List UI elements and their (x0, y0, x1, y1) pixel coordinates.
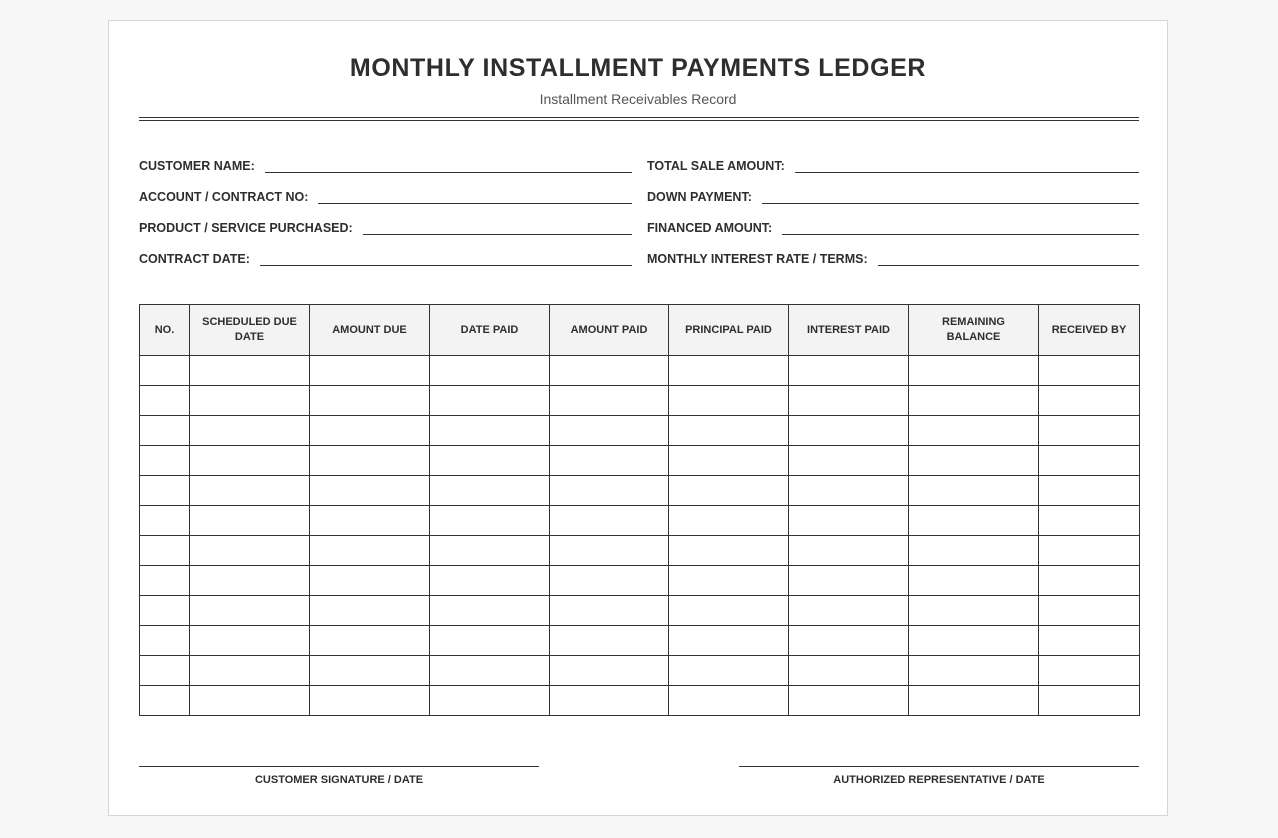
table-cell[interactable] (789, 386, 909, 416)
table-cell[interactable] (140, 356, 190, 386)
table-row (140, 356, 1140, 386)
table-cell[interactable] (909, 596, 1039, 626)
table-cell[interactable] (550, 386, 669, 416)
table-cell[interactable] (909, 416, 1039, 446)
table-cell[interactable] (430, 356, 550, 386)
table-cell[interactable] (669, 596, 789, 626)
table-cell[interactable] (1039, 626, 1140, 656)
product-line[interactable] (363, 234, 632, 235)
table-cell[interactable] (190, 566, 310, 596)
ledger-page (108, 20, 1168, 816)
table-cell[interactable] (190, 536, 310, 566)
table-cell[interactable] (140, 656, 190, 686)
table-cell[interactable] (140, 476, 190, 506)
down-payment-line[interactable] (762, 203, 1139, 204)
table-cell[interactable] (310, 626, 430, 656)
table-cell[interactable] (310, 356, 430, 386)
table-cell[interactable] (310, 686, 430, 716)
table-row (140, 686, 1140, 716)
payments-table-body (140, 356, 1140, 716)
contract-date-line[interactable] (260, 265, 632, 266)
table-cell[interactable] (190, 356, 310, 386)
table-cell[interactable] (190, 596, 310, 626)
contract-date-label: CONTRACT DATE: (139, 252, 250, 266)
table-cell[interactable] (430, 386, 550, 416)
table-cell[interactable] (190, 506, 310, 536)
table-cell[interactable] (550, 506, 669, 536)
representative-signature-line[interactable]: AUTHORIZED REPRESENTATIVE / DATE (739, 766, 1139, 786)
table-cell[interactable] (140, 596, 190, 626)
table-cell[interactable] (430, 566, 550, 596)
table-row (140, 506, 1140, 536)
table-cell[interactable] (1039, 416, 1140, 446)
customer-name-line[interactable] (265, 172, 632, 173)
table-cell[interactable] (789, 686, 909, 716)
table-cell[interactable] (140, 416, 190, 446)
table-cell[interactable] (190, 386, 310, 416)
table-cell[interactable] (669, 626, 789, 656)
table-cell[interactable] (789, 476, 909, 506)
financed-amount-line[interactable] (782, 234, 1139, 235)
table-cell[interactable] (1039, 506, 1140, 536)
table-cell[interactable] (140, 386, 190, 416)
interest-terms-label: MONTHLY INTEREST RATE / TERMS: (647, 252, 868, 266)
table-cell[interactable] (310, 446, 430, 476)
table-cell[interactable] (669, 566, 789, 596)
table-row (140, 386, 1140, 416)
page-subtitle: Installment Receivables Record (539, 91, 737, 107)
table-cell[interactable] (1039, 446, 1140, 476)
table-cell[interactable] (789, 446, 909, 476)
table-cell[interactable] (140, 446, 190, 476)
table-cell[interactable] (310, 566, 430, 596)
customer-signature-line[interactable]: CUSTOMER SIGNATURE / DATE (139, 766, 539, 786)
table-cell[interactable] (140, 686, 190, 716)
table-cell[interactable] (909, 626, 1039, 656)
table-cell[interactable] (550, 626, 669, 656)
table-row (140, 566, 1140, 596)
total-sale-label: TOTAL SALE AMOUNT: (647, 159, 785, 173)
interest-terms-line[interactable] (878, 265, 1139, 266)
table-cell[interactable] (140, 506, 190, 536)
table-cell[interactable] (909, 686, 1039, 716)
table-cell[interactable] (190, 476, 310, 506)
down-payment-field[interactable] (647, 185, 1139, 205)
table-cell[interactable] (1039, 476, 1140, 506)
table-cell[interactable] (1039, 656, 1140, 686)
total-sale-line[interactable] (795, 172, 1139, 173)
table-row (140, 596, 1140, 626)
table-cell[interactable] (430, 686, 550, 716)
table-cell[interactable] (190, 626, 310, 656)
col-header-received-by: RECEIVED BY (1039, 305, 1140, 356)
col-header-no: NO. (140, 305, 190, 356)
col-header-principal-paid: PRINCIPAL PAID (669, 305, 789, 356)
col-header-interest-paid: INTEREST PAID (789, 305, 909, 356)
table-cell[interactable] (310, 596, 430, 626)
table-cell[interactable] (310, 536, 430, 566)
table-cell[interactable] (310, 476, 430, 506)
table-cell[interactable] (669, 536, 789, 566)
table-cell[interactable] (669, 446, 789, 476)
payments-table (139, 304, 1140, 716)
table-cell[interactable] (310, 386, 430, 416)
table-cell[interactable] (1039, 356, 1140, 386)
table-cell[interactable] (190, 686, 310, 716)
table-cell[interactable] (669, 506, 789, 536)
table-row (140, 446, 1140, 476)
table-cell[interactable] (1039, 566, 1140, 596)
table-cell[interactable] (550, 656, 669, 686)
table-cell[interactable] (190, 656, 310, 686)
table-cell[interactable] (190, 416, 310, 446)
col-header-amount-paid: AMOUNT PAID (550, 305, 669, 356)
table-cell[interactable] (550, 446, 669, 476)
table-row (140, 536, 1140, 566)
table-cell[interactable] (1039, 686, 1140, 716)
page-title: MONTHLY INSTALLMENT PAYMENTS LEDGER (349, 54, 927, 82)
table-cell[interactable] (669, 416, 789, 446)
table-cell[interactable] (430, 656, 550, 686)
product-field[interactable] (139, 216, 632, 236)
table-row (140, 416, 1140, 446)
table-cell[interactable] (310, 506, 430, 536)
header-divider (139, 117, 1139, 121)
total-sale-field[interactable] (647, 154, 1139, 174)
financed-amount-label: FINANCED AMOUNT: (647, 221, 773, 235)
table-cell[interactable] (190, 446, 310, 476)
table-cell[interactable] (669, 386, 789, 416)
contract-date-field[interactable] (139, 247, 632, 267)
table-cell[interactable] (909, 476, 1039, 506)
table-cell[interactable] (789, 566, 909, 596)
account-no-label: ACCOUNT / CONTRACT NO: (139, 190, 309, 204)
table-cell[interactable] (430, 506, 550, 536)
customer-name-field[interactable] (139, 154, 632, 174)
table-cell[interactable] (789, 506, 909, 536)
table-cell[interactable] (669, 686, 789, 716)
table-cell[interactable] (430, 536, 550, 566)
table-cell[interactable] (669, 476, 789, 506)
table-cell[interactable] (1039, 596, 1140, 626)
table-cell[interactable] (789, 416, 909, 446)
table-cell[interactable] (909, 356, 1039, 386)
table-row (140, 656, 1140, 686)
table-cell[interactable] (550, 536, 669, 566)
table-cell[interactable] (430, 596, 550, 626)
col-header-date-paid: DATE PAID (430, 305, 550, 356)
financed-amount-field[interactable] (647, 216, 1139, 236)
table-cell[interactable] (550, 686, 669, 716)
table-cell[interactable] (789, 596, 909, 626)
table-cell[interactable] (789, 626, 909, 656)
table-cell[interactable] (789, 536, 909, 566)
table-cell[interactable] (909, 446, 1039, 476)
table-cell[interactable] (310, 656, 430, 686)
table-cell[interactable] (430, 476, 550, 506)
table-cell[interactable] (140, 626, 190, 656)
table-cell[interactable] (550, 356, 669, 386)
table-cell[interactable] (909, 566, 1039, 596)
interest-terms-field[interactable] (647, 247, 1139, 267)
table-cell[interactable] (430, 446, 550, 476)
col-header-amount-due: AMOUNT DUE (310, 305, 430, 356)
table-cell[interactable] (1039, 386, 1140, 416)
down-payment-label: DOWN PAYMENT: (647, 190, 752, 204)
table-cell[interactable] (140, 536, 190, 566)
table-cell[interactable] (909, 656, 1039, 686)
account-no-field[interactable] (139, 185, 632, 205)
table-cell[interactable] (789, 356, 909, 386)
col-header-remaining-balance: REMAINING BALANCE (909, 305, 1039, 356)
table-cell[interactable] (550, 596, 669, 626)
table-header-row (140, 305, 1140, 356)
table-cell[interactable] (140, 566, 190, 596)
table-cell[interactable] (550, 416, 669, 446)
table-cell[interactable] (550, 566, 669, 596)
table-cell[interactable] (430, 626, 550, 656)
product-label: PRODUCT / SERVICE PURCHASED: (139, 221, 353, 235)
table-cell[interactable] (669, 356, 789, 386)
table-cell[interactable] (310, 416, 430, 446)
table-cell[interactable] (1039, 536, 1140, 566)
table-cell[interactable] (909, 506, 1039, 536)
table-cell[interactable] (550, 476, 669, 506)
table-cell[interactable] (909, 536, 1039, 566)
table-cell[interactable] (430, 416, 550, 446)
table-row (140, 476, 1140, 506)
table-cell[interactable] (789, 656, 909, 686)
table-cell[interactable] (909, 386, 1039, 416)
table-row (140, 626, 1140, 656)
account-no-line[interactable] (318, 203, 632, 204)
col-header-scheduled-due-date: SCHEDULED DUE DATE (190, 305, 310, 356)
table-cell[interactable] (669, 656, 789, 686)
customer-name-label: CUSTOMER NAME: (139, 159, 255, 173)
